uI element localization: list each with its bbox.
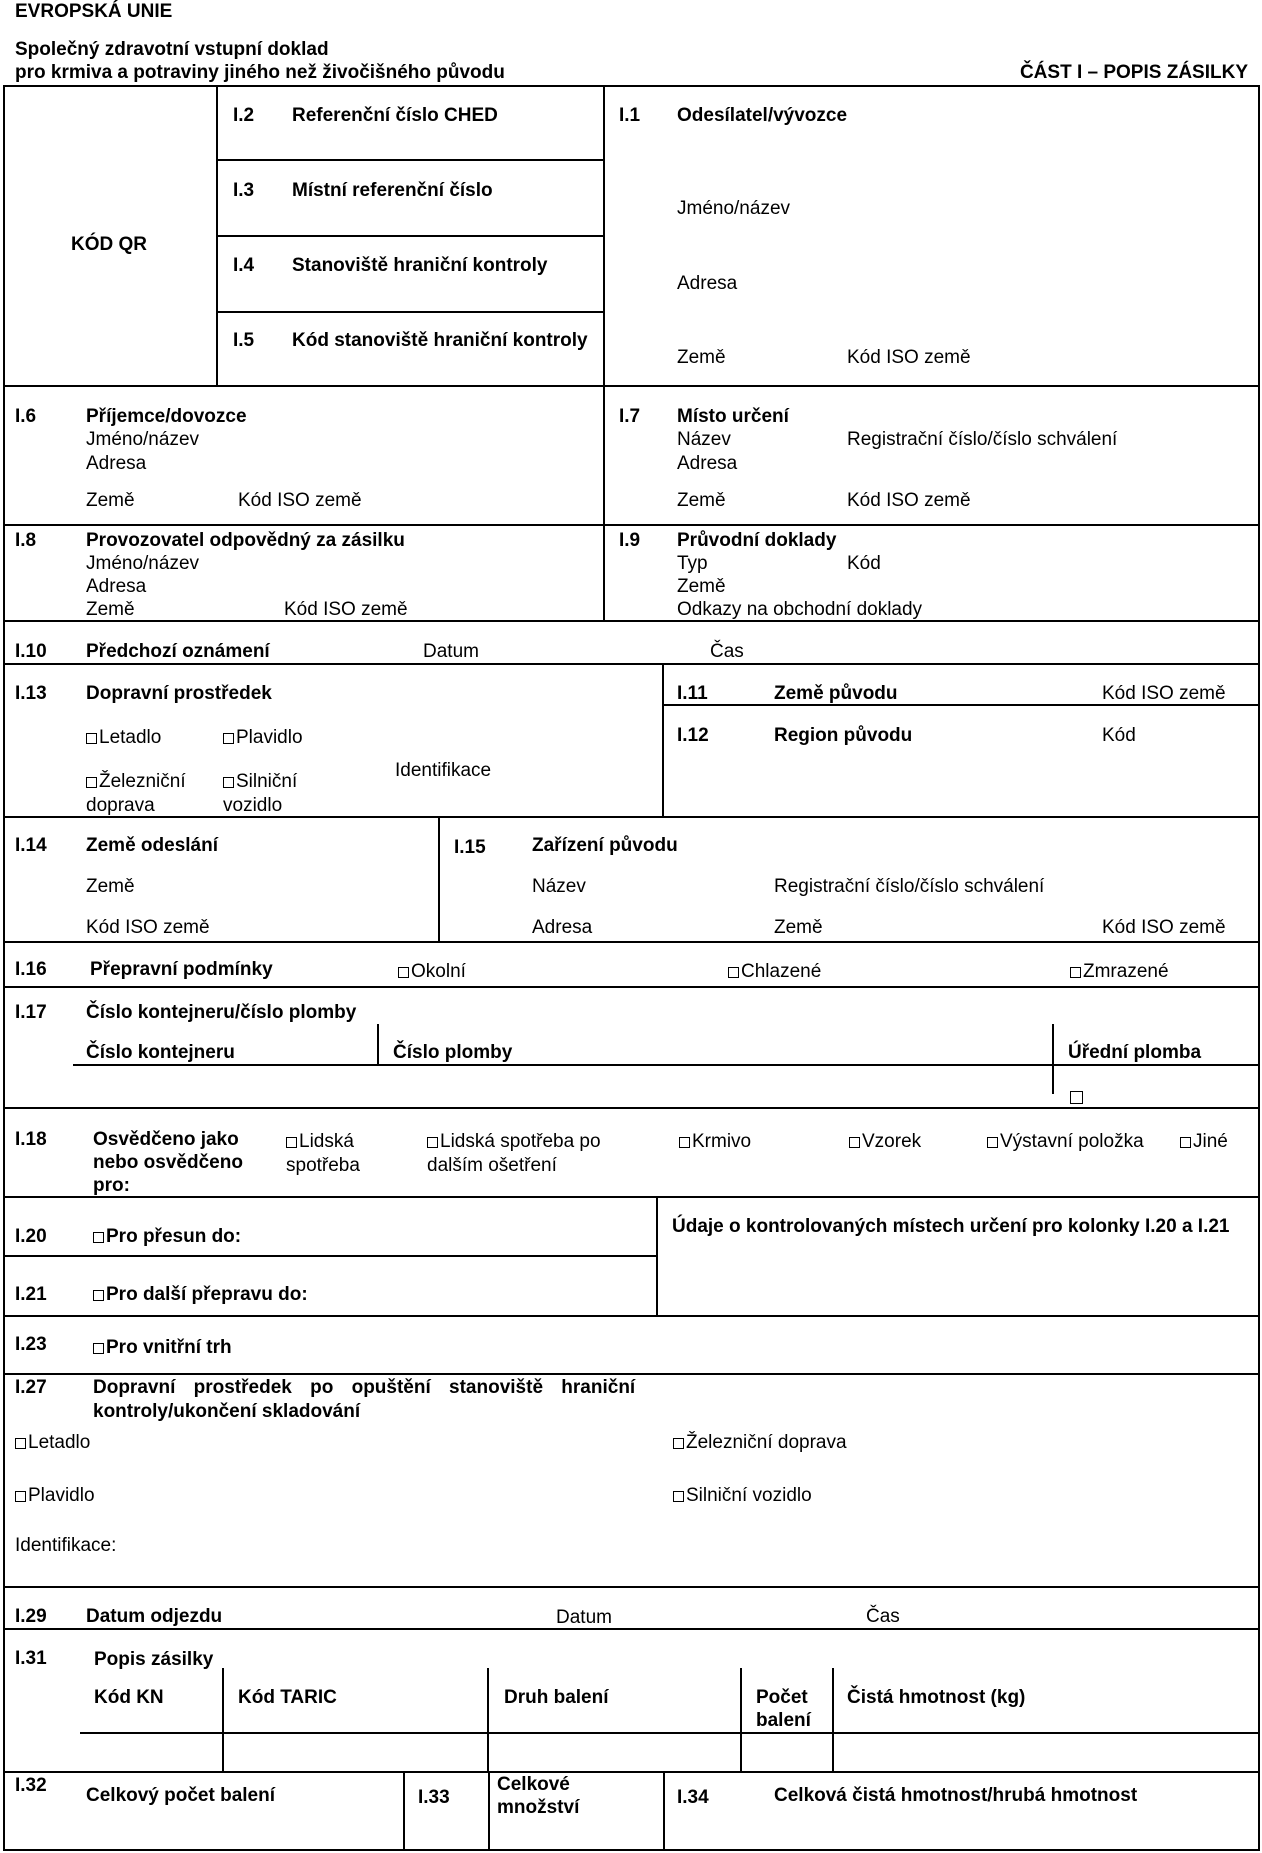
line <box>3 1586 1260 1588</box>
i13-ship-option[interactable] <box>223 726 303 749</box>
line <box>3 816 1260 818</box>
field-i9-label: Průvodní doklady <box>677 530 837 551</box>
i31-col-taric: Kód TARIC <box>238 1687 337 1708</box>
checkbox-icon[interactable] <box>93 1232 104 1243</box>
i29-date: Datum <box>556 1607 612 1628</box>
checkbox-icon[interactable] <box>86 777 97 788</box>
field-i14-num: I.14 <box>15 835 47 856</box>
i27-identification: Identifikace: <box>15 1535 117 1556</box>
field-i15-num: I.15 <box>454 837 486 858</box>
i18-label-line2: nebo osvědčeno <box>93 1152 243 1173</box>
i17-official-seal-checkbox[interactable] <box>1070 1091 1083 1104</box>
i9-type: Typ <box>677 553 708 574</box>
line <box>216 235 605 237</box>
i23-option[interactable] <box>93 1336 232 1359</box>
i31-col-packaging: Druh balení <box>504 1687 609 1708</box>
i13-rail-label: Železniční <box>99 771 186 792</box>
i16-frozen-option[interactable] <box>1070 960 1169 983</box>
i18-human-option[interactable] <box>286 1130 354 1153</box>
i18-sample-label: Vzorek <box>862 1131 922 1152</box>
i20-label: Pro přesun do: <box>106 1226 242 1247</box>
i18-other-label: Jiné <box>1193 1131 1228 1152</box>
form-title-line1: Společný zdravotní vstupní doklad <box>15 39 329 60</box>
i7-address: Adresa <box>677 453 738 474</box>
field-i1-label: Odesílatel/vývozce <box>677 105 848 126</box>
i27-ship-option[interactable] <box>15 1484 95 1507</box>
field-i11-label: Země původu <box>774 683 898 704</box>
checkbox-icon[interactable] <box>728 967 739 978</box>
field-i16-num: I.16 <box>15 959 47 980</box>
i8-iso: Kód ISO země <box>284 599 408 620</box>
line <box>3 986 1260 988</box>
part-title: ČÁST I – POPIS ZÁSILKY <box>1019 62 1248 83</box>
field-i31-label: Popis zásilky <box>94 1649 214 1670</box>
i18-further-label: Lidská spotřeba po <box>440 1131 601 1152</box>
field-i17-label: Číslo kontejneru/číslo plomby <box>86 1002 357 1023</box>
i15-name: Název <box>532 876 586 897</box>
i27-rail-option[interactable] <box>673 1431 847 1454</box>
checkbox-icon[interactable] <box>15 1491 26 1502</box>
line <box>377 1024 379 1066</box>
checkbox-icon[interactable] <box>1070 967 1081 978</box>
field-i3-label: Místní referenční číslo <box>292 180 493 201</box>
line <box>3 620 1260 622</box>
checkbox-icon[interactable] <box>93 1290 104 1301</box>
i16-chilled-option[interactable] <box>728 960 821 983</box>
line <box>3 1107 1260 1109</box>
i17-seal-label: Číslo plomby <box>393 1042 513 1063</box>
i13-plane-option[interactable] <box>86 726 161 749</box>
i27-road-label: Silniční vozidlo <box>686 1485 812 1506</box>
line <box>3 524 1260 526</box>
i27-ship-label: Plavidlo <box>28 1485 95 1506</box>
frame-bottom <box>3 1849 1260 1851</box>
field-i1-num: I.1 <box>619 105 641 126</box>
field-i2-num: I.2 <box>233 105 255 126</box>
i17-official-seal-label: Úřední plomba <box>1068 1042 1202 1063</box>
line <box>73 1064 1260 1066</box>
checkbox-icon[interactable] <box>849 1137 860 1148</box>
line <box>603 85 605 620</box>
i29-time: Čas <box>866 1606 900 1627</box>
i33-label-line1: Celkové <box>497 1774 570 1795</box>
i9-code: Kód <box>847 553 881 574</box>
line <box>3 1196 1260 1198</box>
i12-code: Kód <box>1102 725 1136 746</box>
i9-refs: Odkazy na obchodní doklady <box>677 599 923 620</box>
field-i16-label: Přepravní podmínky <box>90 959 273 980</box>
field-i3-num: I.3 <box>233 180 255 201</box>
i18-other-option[interactable] <box>1180 1130 1228 1153</box>
i13-plane-label: Letadlo <box>99 727 162 748</box>
i15-address: Adresa <box>532 917 593 938</box>
i16-frozen-label: Zmrazené <box>1083 961 1169 982</box>
field-i32-num: I.32 <box>15 1775 47 1796</box>
i1-country: Země <box>677 347 726 368</box>
i18-sample-option[interactable] <box>849 1130 921 1153</box>
field-i12-label: Region původu <box>774 725 913 746</box>
line <box>832 1668 834 1773</box>
field-i12-num: I.12 <box>677 725 709 746</box>
checkbox-icon[interactable] <box>987 1137 998 1148</box>
i8-country: Země <box>86 599 135 620</box>
field-i14-label: Země odeslání <box>86 835 218 856</box>
i33-label-line2: množství <box>497 1797 580 1818</box>
i1-name: Jméno/název <box>677 198 791 219</box>
i18-exhibit-label: Výstavní položka <box>1000 1131 1144 1152</box>
field-i5-num: I.5 <box>233 330 255 351</box>
line <box>3 1373 1260 1375</box>
field-i10-label: Předchozí oznámení <box>86 641 270 662</box>
i6-iso: Kód ISO země <box>238 490 362 511</box>
i18-human-label: Lidská <box>299 1131 354 1152</box>
i31-col-net-weight: Čistá hmotnost (kg) <box>847 1687 1026 1708</box>
field-i29-num: I.29 <box>15 1606 47 1627</box>
checkbox-icon[interactable] <box>223 733 234 744</box>
i13-road-option[interactable] <box>223 770 297 793</box>
i27-rail-label: Železniční doprava <box>686 1432 847 1453</box>
i31-col-count-line2: balení <box>756 1710 811 1731</box>
line <box>3 1315 1260 1317</box>
i16-ambient-option[interactable] <box>398 960 466 983</box>
line <box>438 816 440 943</box>
field-i34-label: Celková čistá hmotnost/hrubá hmotnost <box>774 1785 1138 1806</box>
i20-option[interactable] <box>93 1225 241 1248</box>
i8-name: Jméno/název <box>86 553 200 574</box>
i18-feed-option[interactable] <box>679 1130 751 1153</box>
i1-iso: Kód ISO země <box>847 347 971 368</box>
field-i32-label: Celkový počet balení <box>86 1785 276 1806</box>
i18-exhibit-option[interactable] <box>987 1130 1144 1153</box>
checkbox-icon[interactable] <box>93 1343 104 1354</box>
i11-iso: Kód ISO země <box>1102 683 1226 704</box>
i27-label-line1: Dopravní prostředek po opuštění stanoviště hraniční <box>93 1377 636 1398</box>
i13-road-label: Silniční <box>236 771 298 792</box>
field-i34-num: I.34 <box>677 1787 709 1808</box>
i13-identification: Identifikace <box>395 760 492 781</box>
line <box>662 663 664 818</box>
i9-country: Země <box>677 576 726 597</box>
checkbox-icon[interactable] <box>15 1438 26 1449</box>
i10-time: Čas <box>710 641 744 662</box>
i7-country: Země <box>677 490 726 511</box>
checkbox-icon[interactable] <box>1180 1137 1191 1148</box>
field-i21-num: I.21 <box>15 1284 47 1305</box>
field-i23-num: I.23 <box>15 1334 47 1355</box>
i21-option[interactable] <box>93 1283 308 1306</box>
field-i6-label: Příjemce/dovozce <box>86 406 247 427</box>
i18-human-label2: spotřeba <box>286 1155 360 1176</box>
i18-label-line1: Osvědčeno jako <box>93 1129 239 1150</box>
i27-plane-label: Letadlo <box>28 1432 91 1453</box>
i6-address: Adresa <box>86 453 147 474</box>
i8-address: Adresa <box>86 576 147 597</box>
field-i31-num: I.31 <box>15 1648 47 1669</box>
i23-label: Pro vnitřní trh <box>106 1337 232 1358</box>
i21-label: Pro další přepravu do: <box>106 1284 308 1305</box>
field-i13-label: Dopravní prostředek <box>86 683 272 704</box>
line <box>488 1771 490 1851</box>
i15-reg: Registrační číslo/číslo schválení <box>774 876 1045 897</box>
line <box>3 385 1260 387</box>
i1-address: Adresa <box>677 273 738 294</box>
field-i9-num: I.9 <box>619 530 641 551</box>
i31-col-cn: Kód KN <box>94 1687 164 1708</box>
field-i10-num: I.10 <box>15 641 47 662</box>
field-i17-num: I.17 <box>15 1002 47 1023</box>
field-i8-label: Provozovatel odpovědný za zásilku <box>86 530 405 551</box>
checkbox-icon[interactable] <box>427 1137 438 1148</box>
field-i6-num: I.6 <box>15 406 37 427</box>
i6-name: Jméno/název <box>86 429 200 450</box>
checkbox-icon[interactable] <box>673 1438 684 1449</box>
line <box>216 311 605 313</box>
field-i18-num: I.18 <box>15 1129 47 1150</box>
line <box>740 1668 742 1773</box>
checkbox-icon[interactable] <box>679 1137 690 1148</box>
field-i33-num: I.33 <box>418 1787 450 1808</box>
line <box>403 1771 405 1851</box>
field-i20-num: I.20 <box>15 1226 47 1247</box>
i7-name: Název <box>677 429 731 450</box>
line <box>1052 1024 1054 1094</box>
i27-road-option[interactable] <box>673 1484 812 1507</box>
field-i11-num: I.11 <box>677 683 708 704</box>
line <box>222 1668 224 1773</box>
i6-country: Země <box>86 490 135 511</box>
i13-rail-option[interactable] <box>86 770 186 793</box>
line <box>663 1771 665 1851</box>
eu-heading: EVROPSKÁ UNIE <box>15 1 173 22</box>
i16-ambient-label: Okolní <box>411 961 466 982</box>
field-i27-num: I.27 <box>15 1377 47 1398</box>
field-i15-label: Zařízení původu <box>532 835 678 856</box>
field-i7-label: Místo určení <box>677 406 789 427</box>
i14-iso: Kód ISO země <box>86 917 210 938</box>
field-i4-num: I.4 <box>233 255 255 276</box>
i16-chilled-label: Chlazené <box>741 961 822 982</box>
line <box>80 1732 1260 1734</box>
i13-ship-label: Plavidlo <box>236 727 303 748</box>
i7-reg: Registrační číslo/číslo schválení <box>847 429 1118 450</box>
form-title-line2: pro krmiva a potraviny jiného než živočišného původu <box>15 62 505 83</box>
i18-feed-label: Krmivo <box>692 1131 752 1152</box>
frame-top <box>3 85 1260 87</box>
field-i8-num: I.8 <box>15 530 37 551</box>
checkbox-icon[interactable] <box>398 967 409 978</box>
i13-road-label2: vozidlo <box>223 795 283 816</box>
field-i13-num: I.13 <box>15 683 47 704</box>
line <box>216 159 605 161</box>
field-i7-num: I.7 <box>619 406 641 427</box>
i31-col-count-line1: Počet <box>756 1687 808 1708</box>
i14-country: Země <box>86 876 135 897</box>
field-i2-label: Referenční číslo CHED <box>292 105 498 126</box>
checkbox-icon[interactable] <box>673 1491 684 1502</box>
line <box>3 663 1260 665</box>
i15-iso: Kód ISO země <box>1102 917 1226 938</box>
i18-further-option[interactable] <box>427 1130 601 1153</box>
i18-label-line3: pro: <box>93 1175 130 1196</box>
checkbox-icon[interactable] <box>286 1137 297 1148</box>
field-i4-label: Stanoviště hraniční kontroly <box>292 255 548 276</box>
i27-plane-option[interactable] <box>15 1431 90 1454</box>
i15-country: Země <box>774 917 823 938</box>
field-i29-label: Datum odjezdu <box>86 1606 223 1627</box>
line <box>3 1628 1260 1630</box>
i13-rail-label2: doprava <box>86 795 155 816</box>
line <box>3 941 1260 943</box>
i7-iso: Kód ISO země <box>847 490 971 511</box>
line <box>3 1255 658 1257</box>
i27-label-line2: kontroly/ukončení skladování <box>93 1401 361 1422</box>
line <box>487 1668 489 1773</box>
checkbox-icon[interactable] <box>86 733 97 744</box>
qr-code-label: KÓD QR <box>71 234 147 255</box>
i18-further-label2: dalším ošetření <box>427 1155 557 1176</box>
field-i5-label: Kód stanoviště hraniční kontroly <box>292 330 588 351</box>
line <box>3 1771 1260 1773</box>
checkbox-icon[interactable] <box>223 777 234 788</box>
i17-container-label: Číslo kontejneru <box>86 1042 235 1063</box>
i10-date: Datum <box>423 641 479 662</box>
controlled-destinations-label: Údaje o kontrolovaných místech určení pro kolonky I.20 a I.21 <box>672 1216 1230 1237</box>
